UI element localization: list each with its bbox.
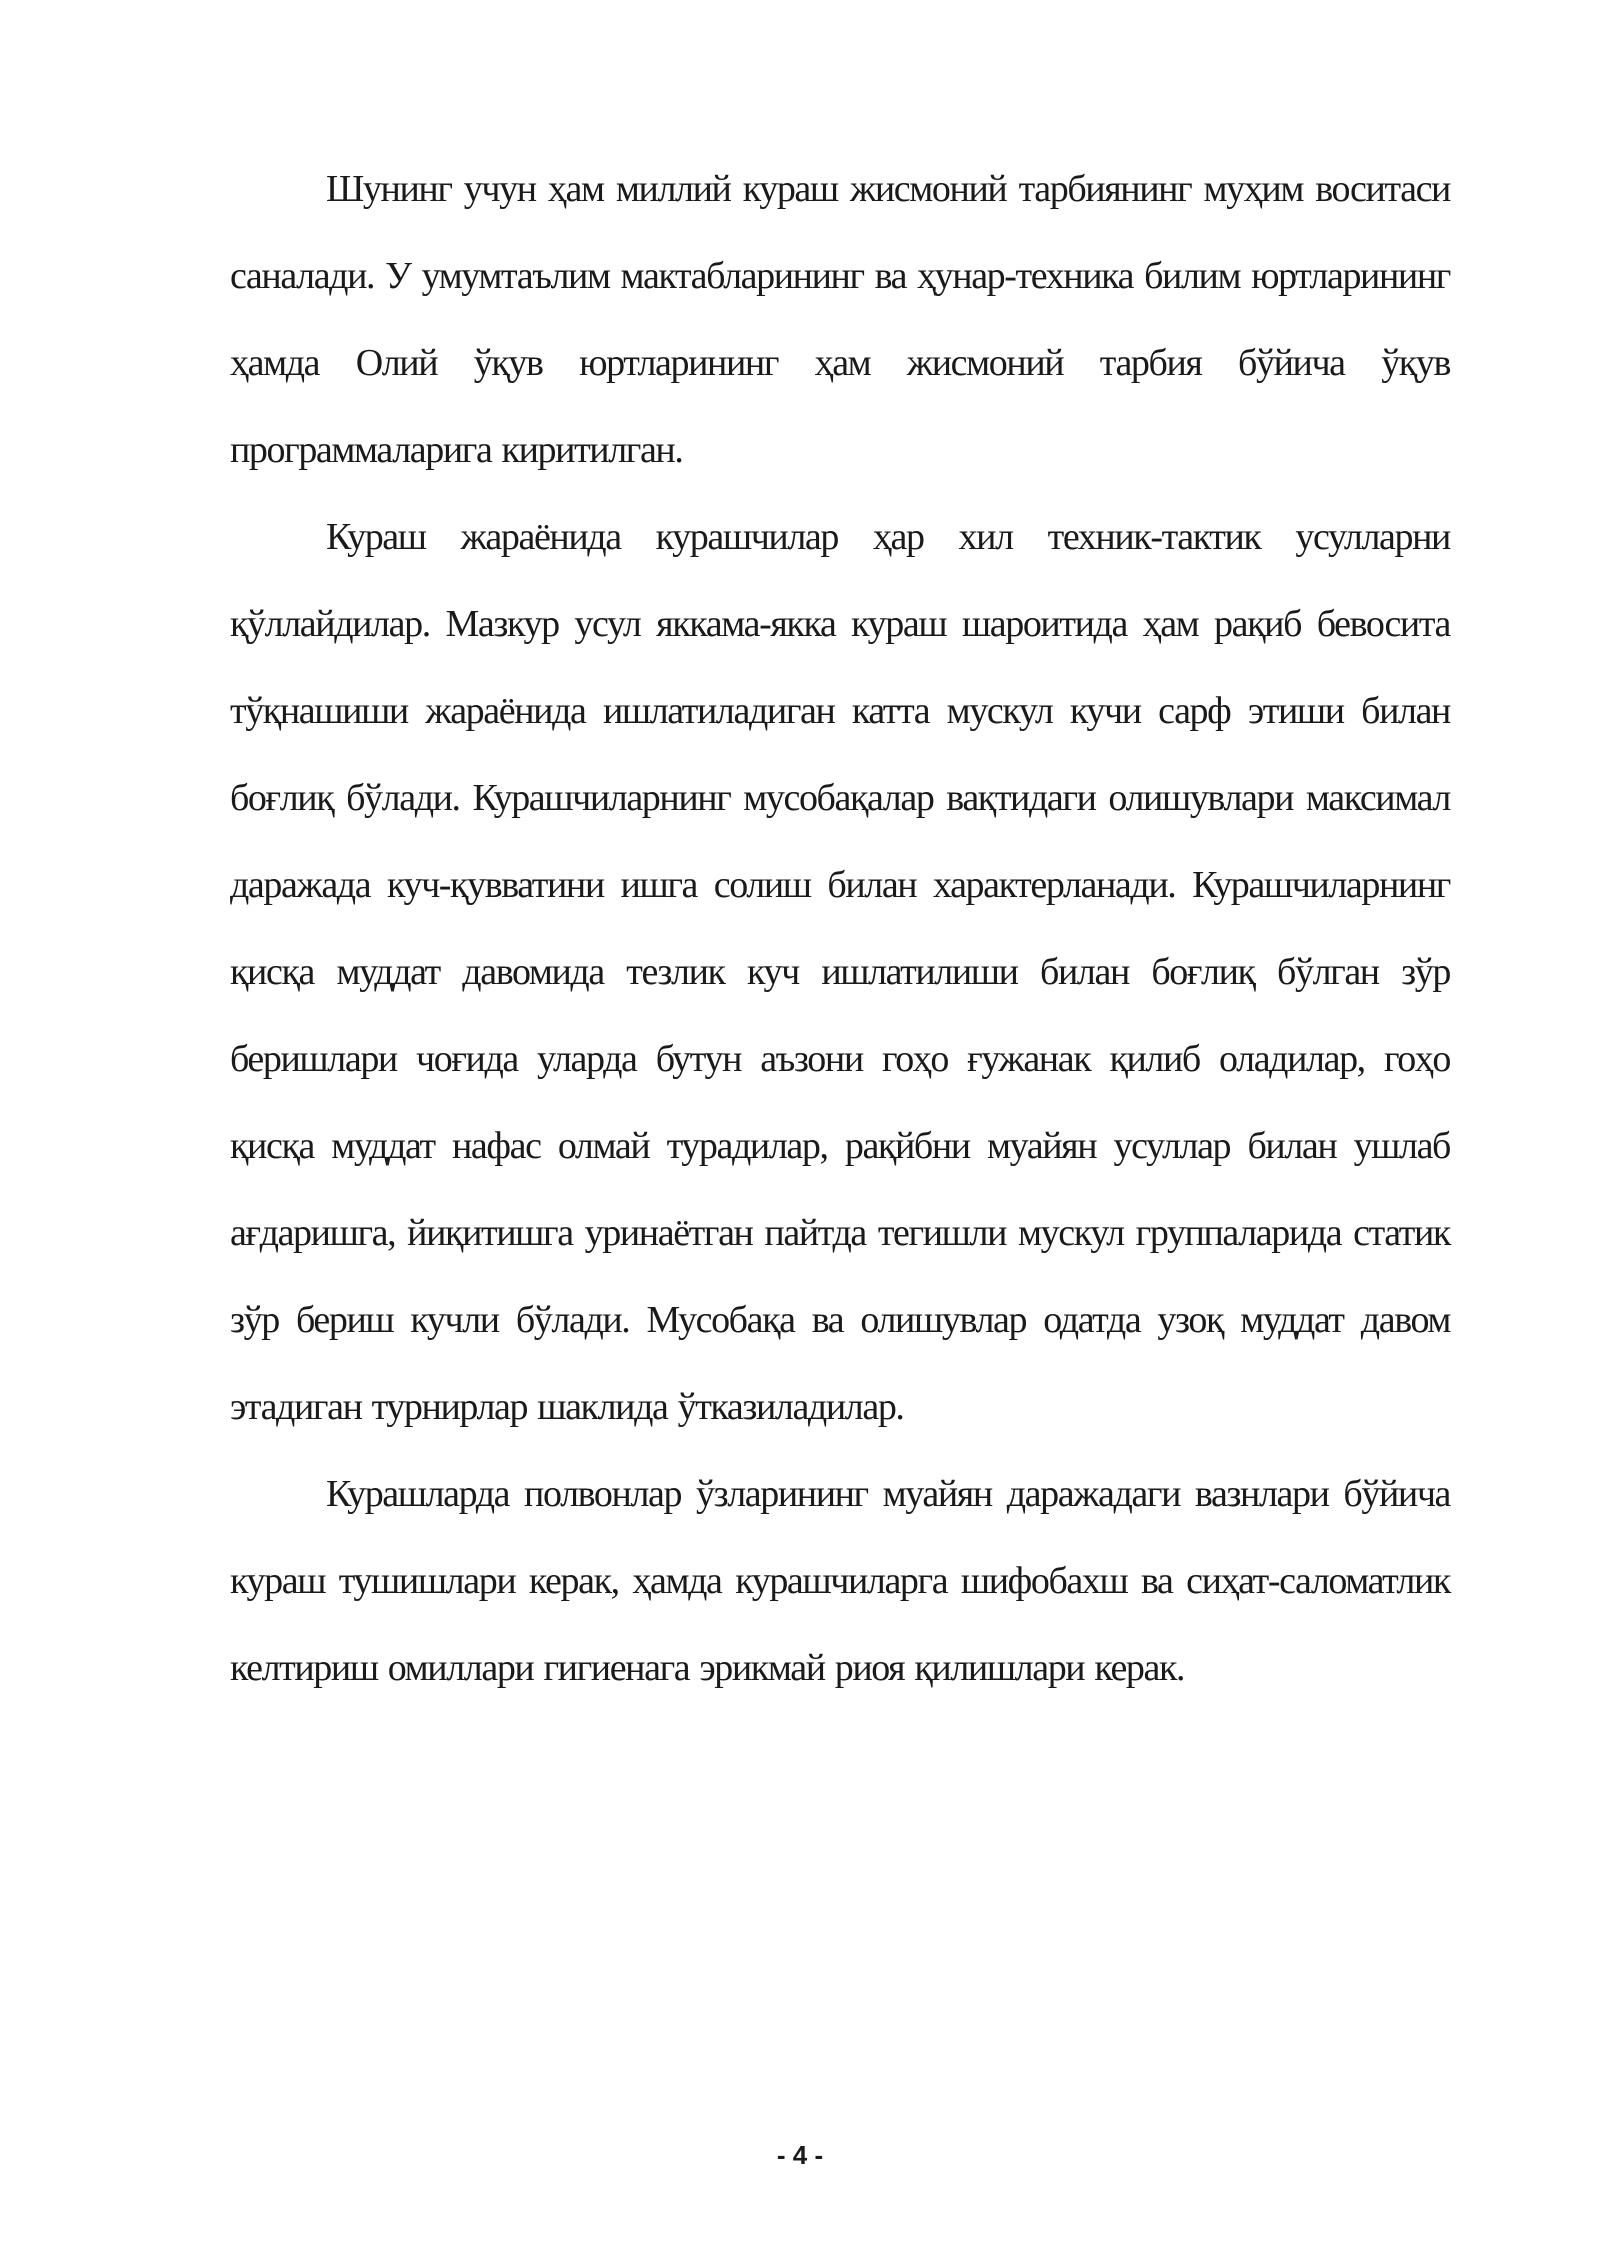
page-number: - 4 -	[776, 2140, 824, 2170]
paragraph-1: Шунинг учун ҳам миллий кураш жисмоний тарбиянинг муҳим воситаси саналади. У умумтаълим мактабларининг ва ҳунар-техника билим юртларининг ҳамда Олий ўқув юртларининг ҳам жисмоний тарбия бўйича ўқув программаларига киритилган.	[230, 168, 1450, 471]
paragraph-2: Кураш жараёнида курашчилар ҳар хил техник-тактик усулларни қўллайдилар. Мазкур усул яккама-якка кураш шароитида ҳам рақиб бевосита тўқнашиши жараёнида ишлатиладиган катта мускул кучи сарф этиши билан боғлиқ бўлади. Курашчиларнинг мусобақалар вақтидаги олишувлари максимал даражада куч-қувватини ишга солиш билан характерланади. Курашчиларнинг қисқа муддат давомида тезлик куч ишлатилиши билан боғлиқ бўлган зўр беришлари чоғида уларда бутун аъзони гоҳо ғужанак қилиб оладилар, гоҳо қисқа муддат нафас олмай турадилар, рақйбни муайян усуллар билан ушлаб ағдаришга, йиқитишга уринаётган пайтда тегишли мускул группаларида статик зўр бериш кучли бўлади. Мусобақа ва олишувлар одатда узоқ муддат давом этадиган турнирлар шаклида ўтказиладилар.	[230, 516, 1450, 1428]
body-text	[230, 146, 1450, 1712]
paragraph-3: Курашларда полвонлар ўзларининг муайян даражадаги вазнлари бўйича кураш тушишлари керак, ҳамда курашчиларга шифобахш ва сиҳат-саломатлик келтириш омиллари гигиенага эрикмай риоя қилишлари керак.	[230, 1473, 1450, 1689]
